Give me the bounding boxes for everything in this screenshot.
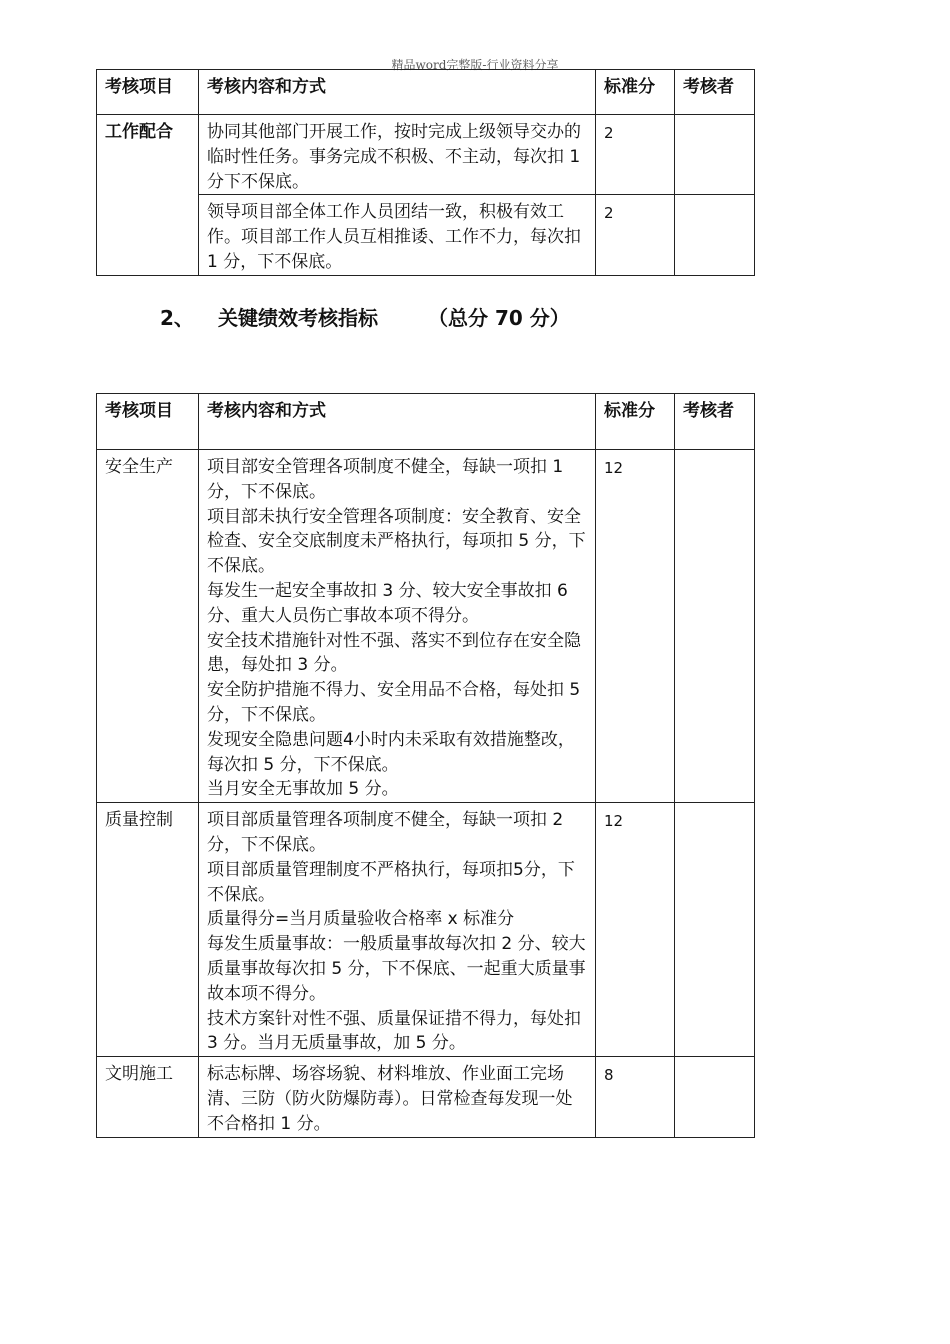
content-line: 发现安全隐患问题4小时内未采取有效措施整改，每次扣 5 分，下不保底。 xyxy=(207,729,575,775)
row-content: 领导项目部全体工作人员团结一致，积极有效工作。项目部工作人员互相推诿、工作不力，每次扣 1 分，下不保底。 xyxy=(199,195,596,276)
content-line: 项目部质量管理制度不严格执行，每项扣5分，下不保底。 xyxy=(207,859,575,905)
header-content: 考核内容和方式 xyxy=(199,70,596,115)
section-title: 关键绩效考核指标 xyxy=(218,306,378,330)
row-score: 2 xyxy=(596,115,675,195)
row-content: 标志标牌、场容场貌、材料堆放、作业面工完场清、三防（防火防爆防毒）。日常检查每发现一处不合格扣 1 分。 xyxy=(199,1057,596,1137)
row-item: 安全生产 xyxy=(97,450,199,803)
content-line: 项目部质量管理各项制度不健全，每缺一项扣 2 分，下不保底。 xyxy=(207,810,564,855)
header-item: 考核项目 xyxy=(97,70,199,115)
row-content xyxy=(199,803,596,1057)
row-item: 质量控制 xyxy=(97,803,199,1057)
row-assessor xyxy=(675,450,755,803)
row-score: 12 xyxy=(596,803,675,1057)
content-line: 质量得分=当月质量验收合格率 x 标准分 xyxy=(207,909,515,930)
section-number: 2、 xyxy=(160,306,194,330)
row-content xyxy=(199,450,596,803)
content-line: 安全防护措施不得力、安全用品不合格，每处扣 5 分，下不保底。 xyxy=(207,680,581,725)
table-row xyxy=(97,450,755,803)
table-row xyxy=(97,1057,755,1137)
table-row xyxy=(97,115,755,195)
header-score: 标准分 xyxy=(596,70,675,115)
header-assessor: 考核者 xyxy=(675,394,755,450)
header-content: 考核内容和方式 xyxy=(199,394,596,450)
row-assessor xyxy=(675,1057,755,1137)
table-header-row xyxy=(97,394,755,450)
row-score: 2 xyxy=(596,195,675,276)
row-item: 工作配合 xyxy=(97,115,199,276)
content-line: 技术方案针对性不强、质量保证措不得力，每处扣 3 分。当月无质量事故，加 5 分。 xyxy=(207,1008,581,1054)
header-score: 标准分 xyxy=(596,394,675,450)
header-assessor: 考核者 xyxy=(675,70,755,115)
header-item: 考核项目 xyxy=(97,394,199,450)
watermark-text: 精品word完整版-行业资料分享 xyxy=(391,58,559,72)
row-assessor xyxy=(675,195,755,276)
table-row xyxy=(97,803,755,1057)
row-assessor xyxy=(675,803,755,1057)
content-line: 每发生一起安全事故扣 3 分、较大安全事故扣 6 分、重大人员伤亡事故本项不得分。 xyxy=(207,580,568,626)
content-line: 当月安全无事故加 5 分。 xyxy=(207,779,399,800)
table-header-row xyxy=(97,70,755,115)
content-line: 每发生质量事故：一般质量事故每次扣 2 分、较大质量事故每次扣 5 分，下不保底、一起重大质量事故本项不得分。 xyxy=(207,934,586,1004)
assessment-table-2 xyxy=(96,393,755,1138)
assessment-table-1 xyxy=(96,69,755,276)
content-line: 项目部安全管理各项制度不健全，每缺一项扣 1 分，下不保底。 xyxy=(207,457,564,502)
content-line: 安全技术措施针对性不强、落实不到位存在安全隐患，每处扣 3 分。 xyxy=(207,630,581,676)
row-score: 8 xyxy=(596,1057,675,1137)
row-content: 协同其他部门开展工作，按时完成上级领导交办的临时性任务。事务完成不积极、不主动，每次扣 1 分下不保底。 xyxy=(199,115,596,195)
row-score: 12 xyxy=(596,450,675,803)
section-total: （总分 70 分） xyxy=(428,306,570,330)
section-heading xyxy=(160,302,570,331)
row-item: 文明施工 xyxy=(97,1057,199,1137)
content-line: 项目部未执行安全管理各项制度：安全教育、安全检查、安全交底制度未严格执行，每项扣 5 分，下不保底。 xyxy=(207,506,586,577)
row-assessor xyxy=(675,115,755,195)
